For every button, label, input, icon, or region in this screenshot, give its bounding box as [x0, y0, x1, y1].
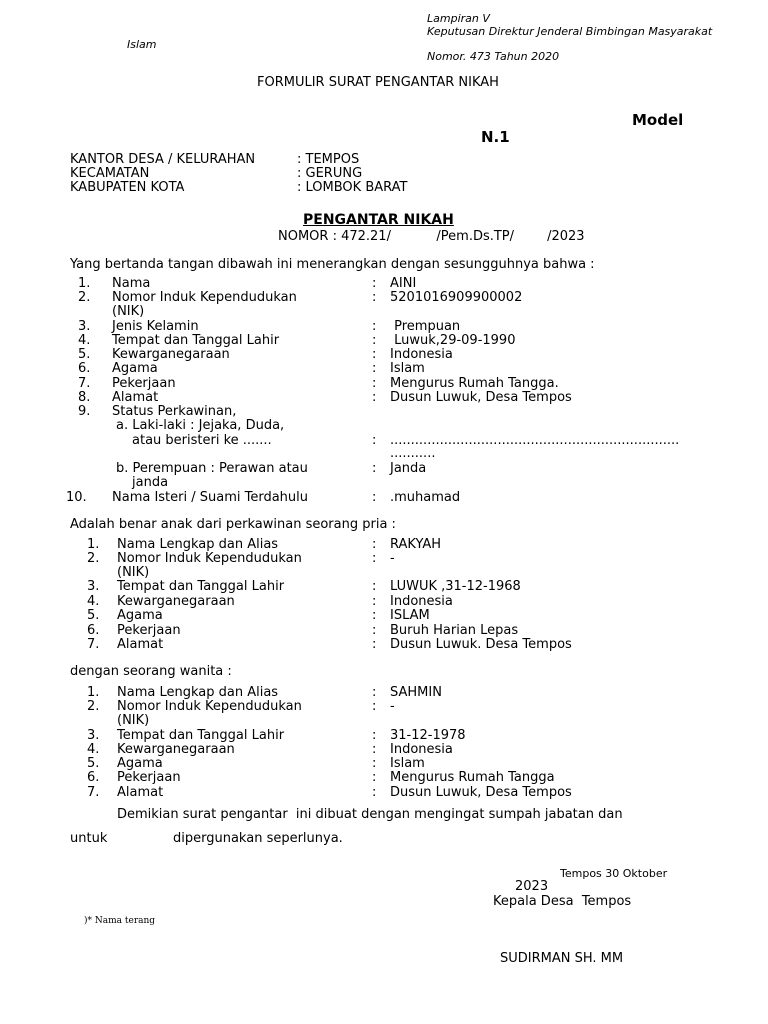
row-label: Nama Isteri / Suami Terdahulu [112, 490, 309, 505]
row-number: 2. [78, 290, 91, 305]
status-a-dots: ...................................................................... [390, 433, 680, 448]
row-value: LUWUK ,31-12-1968 [390, 579, 521, 594]
row-label: Nama Lengkap dan Alias [117, 537, 279, 552]
row-colon: : [372, 742, 377, 757]
row-value: Mengurus Rumah Tangga [390, 770, 555, 785]
row-value: 31-12-1978 [390, 728, 466, 743]
row-label-cont: (NIK) [117, 565, 150, 580]
row-value: Indonesia [390, 347, 453, 362]
row-number: 5. [78, 347, 91, 362]
row-number: 7. [87, 637, 100, 652]
office-label: KECAMATAN [70, 166, 150, 181]
row-label: Jenis Kelamin [112, 319, 199, 334]
row-number: 5. [87, 756, 100, 771]
office-label: KABUPATEN KOTA [70, 180, 185, 195]
row-colon: : [372, 376, 377, 391]
row-colon: : [372, 699, 377, 714]
row-colon: : [372, 347, 377, 362]
model-code: N.1 [481, 128, 510, 146]
mother-intro: dengan seorang wanita : [70, 664, 232, 679]
row-colon: : [372, 594, 377, 609]
row-number: 8. [78, 390, 91, 405]
status-b-label-cont: janda [132, 475, 169, 490]
row-colon: : [372, 390, 377, 405]
row-label: Nomor Induk Kependudukan [117, 699, 302, 714]
row-colon: : [372, 290, 377, 305]
status-b-value: Janda [390, 461, 427, 476]
row-value: Luwuk,29-09-1990 [390, 333, 516, 348]
office-value: : TEMPOS [297, 152, 360, 167]
row-label: Kewarganegaraan [117, 742, 235, 757]
keputusan-label: Keputusan Direktur Jenderal Bimbingan Masyarakat [427, 25, 713, 38]
row-label: Tempat dan Tanggal Lahir [112, 333, 280, 348]
row-number: 4. [87, 594, 100, 609]
intro-text: Yang bertanda tangan dibawah ini menerangkan dengan sesungguhnya bahwa : [70, 257, 595, 272]
row-colon: : [372, 333, 377, 348]
row-value: .muhamad [390, 490, 461, 505]
nomor-label: Nomor. 473 Tahun 2020 [427, 50, 560, 63]
father-intro: Adalah benar anak dari perkawinan seorang pria : [70, 517, 396, 532]
row-colon: : [372, 433, 377, 448]
status-b-label: b. Perempuan : Perawan atau [116, 461, 308, 476]
row-label: Pekerjaan [117, 770, 181, 785]
row-colon: : [372, 319, 377, 334]
row-value: RAKYAH [390, 537, 442, 552]
row-value: - [390, 551, 395, 566]
closing-text-cont: untuk [70, 831, 108, 846]
row-value: Dusun Luwuk, Desa Tempos [390, 785, 572, 800]
row-colon: : [372, 361, 377, 376]
row-number: 2. [87, 551, 100, 566]
row-number: 5. [87, 608, 100, 623]
row-label: Agama [117, 756, 163, 771]
row-label-cont: (NIK) [117, 713, 150, 728]
signature-place-date: Tempos 30 Oktober [560, 867, 668, 880]
row-value: Mengurus Rumah Tangga. [390, 376, 559, 391]
row-number: 7. [78, 376, 91, 391]
status-a-label: a. Laki-laki : Jejaka, Duda, [116, 418, 285, 433]
row-value: Indonesia [390, 742, 453, 757]
row-number: 3. [78, 319, 91, 334]
signature-title: Kepala Desa Tempos [493, 894, 632, 909]
status-a-label-cont: atau beristeri ke ....... [132, 433, 272, 448]
row-colon: : [372, 608, 377, 623]
letter-title: PENGANTAR NIKAH [303, 212, 454, 228]
row-colon: : [372, 637, 377, 652]
row-number: 3. [87, 728, 100, 743]
lampiran-label: Lampiran V [427, 12, 490, 25]
row-number: 6. [87, 623, 100, 638]
row-number: 1. [87, 537, 100, 552]
row-colon: : [372, 756, 377, 771]
row-label: Alamat [117, 637, 164, 652]
row-label: Agama [117, 608, 163, 623]
row-value: Islam [390, 756, 425, 771]
signature-name: SUDIRMAN SH. MM [500, 951, 624, 966]
form-title: FORMULIR SURAT PENGANTAR NIKAH [257, 75, 499, 90]
row-value: Prempuan [390, 319, 461, 334]
row-value: AINI [390, 276, 417, 291]
row-colon: : [372, 537, 377, 552]
row-number: 3. [87, 579, 100, 594]
row-number: 10. [66, 490, 87, 505]
row-label: Nomor Induk Kependudukan [112, 290, 297, 305]
keputusan-label-cont: Islam [127, 38, 157, 51]
row-label: Pekerjaan [112, 376, 176, 391]
office-value: : GERUNG [297, 166, 363, 181]
row-number: 6. [78, 361, 91, 376]
footnote: )* Nama terang [84, 916, 156, 926]
status-a-dots-cont: ........... [390, 446, 436, 461]
row-colon: : [372, 685, 377, 700]
row-value: Indonesia [390, 594, 453, 609]
row-value: 5201016909900002 [390, 290, 523, 305]
closing-text-cont: dipergunakan seperlunya. [173, 831, 343, 846]
row-label: Pekerjaan [117, 623, 181, 638]
row-colon: : [372, 551, 377, 566]
row-label: Agama [112, 361, 158, 376]
row-label: Alamat [112, 390, 159, 405]
row-label: Nomor Induk Kependudukan [117, 551, 302, 566]
row-colon: : [372, 490, 377, 505]
row-value: Dusun Luwuk, Desa Tempos [390, 390, 572, 405]
row-label: Kewarganegaraan [112, 347, 230, 362]
row-value: Islam [390, 361, 425, 376]
row-colon: : [372, 770, 377, 785]
row-number: 6. [87, 770, 100, 785]
row-number: 1. [78, 276, 91, 291]
row-value: SAHMIN [390, 685, 442, 700]
row-label: Tempat dan Tanggal Lahir [117, 579, 285, 594]
row-colon: : [372, 785, 377, 800]
letter-number: NOMOR : 472.21/ /Pem.Ds.TP/ /2023 [278, 229, 585, 244]
row-colon: : [372, 623, 377, 638]
row-value: ISLAM [390, 608, 430, 623]
row-number: 1. [87, 685, 100, 700]
office-label: KANTOR DESA / KELURAHAN [70, 152, 256, 167]
row-number: 7. [87, 785, 100, 800]
row-number: 2. [87, 699, 100, 714]
row-colon: : [372, 728, 377, 743]
closing-text: Demikian surat pengantar ini dibuat dengan mengingat sumpah jabatan dan [117, 807, 623, 822]
row-number: 4. [87, 742, 100, 757]
row-colon: : [372, 276, 377, 291]
model-label: Model [632, 111, 684, 129]
row-label-cont: (NIK) [112, 304, 145, 319]
row-number: 4. [78, 333, 91, 348]
row-number: 9. [78, 404, 91, 419]
row-label: Tempat dan Tanggal Lahir [117, 728, 285, 743]
signature-year: 2023 [515, 879, 549, 894]
row-value: Buruh Harian Lepas [390, 623, 519, 638]
row-value: Dusun Luwuk. Desa Tempos [390, 637, 572, 652]
row-label: Nama [112, 276, 151, 291]
row-label: Alamat [117, 785, 164, 800]
row-value: - [390, 699, 395, 714]
office-value: : LOMBOK BARAT [297, 180, 408, 195]
row-label: Nama Lengkap dan Alias [117, 685, 279, 700]
row-colon: : [372, 461, 377, 476]
row-label: Kewarganegaraan [117, 594, 235, 609]
row-label: Status Perkawinan, [112, 404, 237, 419]
signature-name-clip [500, 951, 660, 966]
row-colon: : [372, 579, 377, 594]
